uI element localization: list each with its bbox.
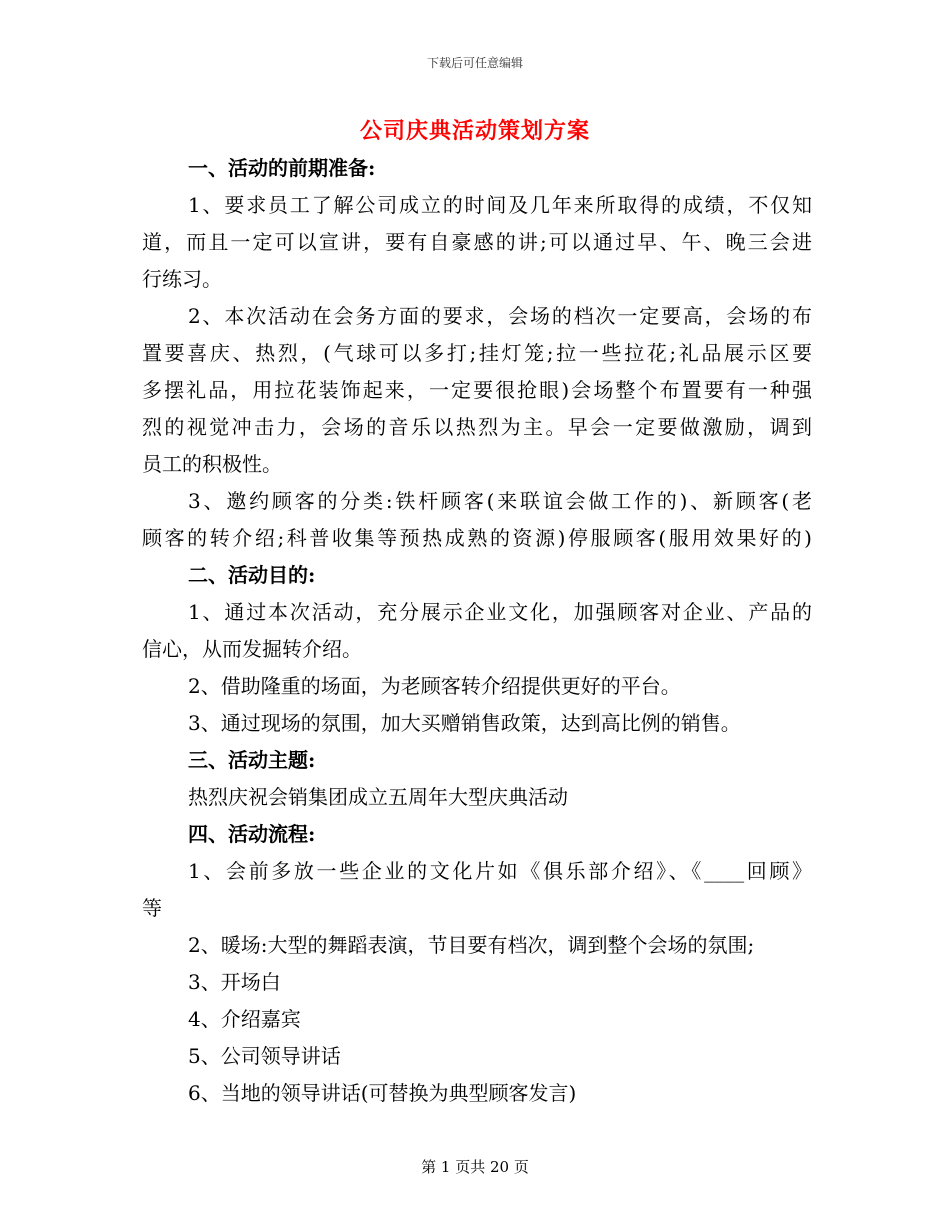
section-heading-4: 四、活动流程:: [188, 822, 316, 846]
paragraph-line: 2、借助隆重的场面，为老顾客转介绍提供更好的平台。: [188, 674, 681, 698]
list-item: 5、公司领导讲话: [188, 1044, 341, 1068]
paragraph-line: 2、暖场:大型的舞蹈表演，节目要有档次，调到整个会场的氛围;: [188, 933, 755, 957]
section-heading-3: 三、活动主题:: [188, 748, 316, 772]
page-footer: 第 1 页共 20 页: [421, 1158, 529, 1176]
section-heading-1: 一、活动的前期准备:: [188, 156, 376, 180]
paragraph-line: 多摆礼品，用拉花装饰起来，一定要很抢眼)会场整个布置要有一种强: [142, 378, 812, 402]
paragraph-line: 信心，从而发掘转介绍。: [142, 637, 362, 661]
paragraph-line: 1、会前多放一些企业的文化片如《俱乐部介绍》、《____回顾》: [188, 859, 812, 883]
paragraph-line: 行练习。: [142, 267, 222, 291]
paragraph-line: 3、通过现场的氛围，加大买赠销售政策，达到高比例的销售。: [188, 711, 741, 735]
list-item: 3、开场白: [188, 970, 281, 994]
paragraph-line: 1、通过本次活动，充分展示企业文化，加强顾客对企业、产品的: [188, 600, 812, 624]
list-item: 4、介绍嘉宾: [188, 1007, 301, 1031]
paragraph-line: 1、要求员工了解公司成立的时间及几年来所取得的成绩，不仅知: [188, 193, 812, 217]
paragraph-line: 顾客的转介绍;科普收集等预热成熟的资源)停服顾客(服用效果好的): [142, 526, 812, 550]
paragraph-line: 烈的视觉冲击力，会场的音乐以热烈为主。早会一定要做激励，调到: [142, 415, 812, 439]
document-title: 公司庆典活动策划方案: [359, 118, 590, 144]
paragraph-line: 置要喜庆、热烈，(气球可以多打;挂灯笼;拉一些拉花;礼品展示区要: [142, 341, 812, 365]
paragraph-line: 3、邀约顾客的分类:铁杆顾客(来联谊会做工作的)、新顾客(老: [188, 489, 812, 513]
paragraph-line: 员工的积极性。: [142, 452, 282, 476]
list-item: 6、当地的领导讲话(可替换为典型顾客发言): [188, 1081, 577, 1105]
header-note: 下载后可任意编辑: [426, 56, 523, 70]
section-heading-2: 二、活动目的:: [188, 563, 316, 587]
document-body: [142, 150, 812, 1112]
paragraph-line: 等: [142, 896, 162, 920]
paragraph-line: 道，而且一定可以宣讲，要有自豪感的讲;可以通过早、午、晚三会进: [142, 230, 812, 254]
paragraph-line: 2、本次活动在会务方面的要求，会场的档次一定要高，会场的布: [188, 304, 812, 328]
paragraph-line: 热烈庆祝会销集团成立五周年大型庆典活动: [188, 785, 568, 809]
